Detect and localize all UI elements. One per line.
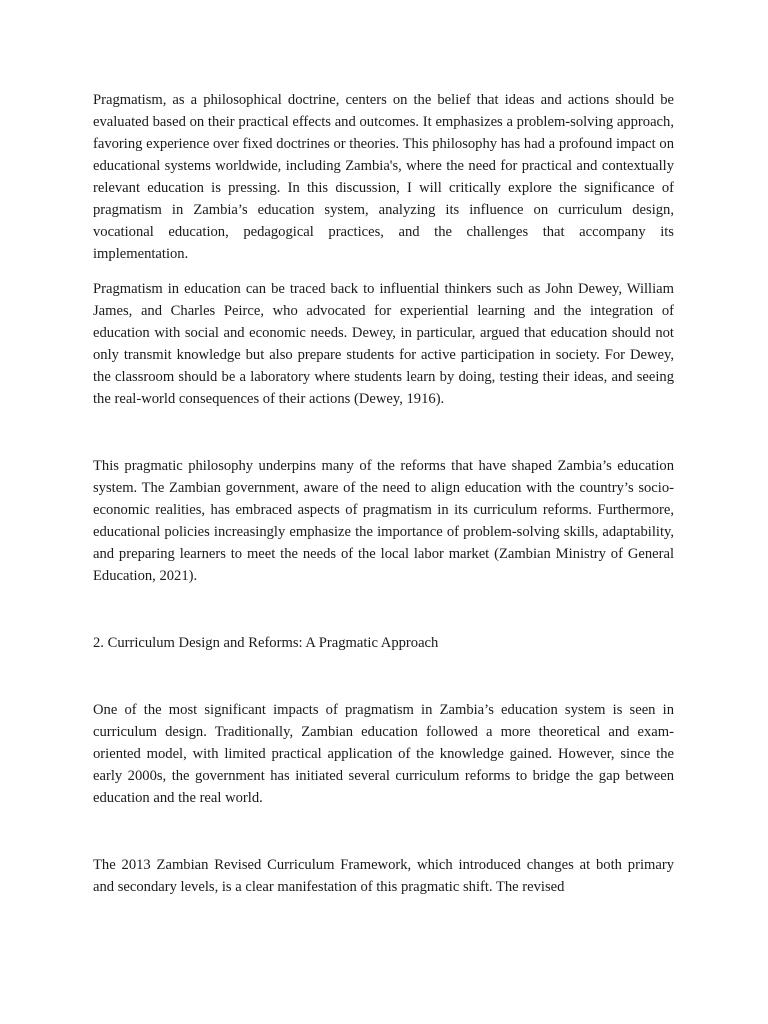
paragraph-intro: Pragmatism, as a philosophical doctrine, centers on the belief that ideas and actions should be evaluated based on their practical effects and outcomes. It emphasizes a problem-solving approach, favoring experience over fixed doctrines or theories. This philosophy has had a profound impact on educational systems worldwide, including Zambia's, where the need for practical and contextually relevant education is pressing. In this discussion, I will critically explore the significance of pragmatism in Zambia’s education system, analyzing its influence on curriculum design, vocational education, pedagogical practices, and the challenges that accompany its implementation. xyxy=(93,92,674,262)
document-page xyxy=(93,89,674,898)
paragraph-2013-framework: The 2013 Zambian Revised Curriculum Framework, which introduced changes at both primary and secondary levels, is a clear manifestation of this pragmatic shift. The revised xyxy=(93,857,674,895)
paragraph-dewey: Pragmatism in education can be traced back to influential thinkers such as John Dewey, William James, and Charles Peirce, who advocated for experiential learning and the integration of education with social and economic needs. Dewey, in particular, argued that education should not only transmit knowledge but also prepare students for active participation in society. For Dewey, the classroom should be a laboratory where students learn by doing, testing their ideas, and seeing the real-world consequences of their actions (Dewey, 1916). xyxy=(93,281,674,407)
paragraph-curriculum-design: One of the most significant impacts of pragmatism in Zambia’s education system is seen in curriculum design. Traditionally, Zambian education followed a more theoretical and exam-oriented model, with limited practical application of the knowledge gained. However, since the early 2000s, the government has initiated several curriculum reforms to bridge the gap between education and the real world. xyxy=(93,702,674,806)
paragraph-zambia-reforms: This pragmatic philosophy underpins many of the reforms that have shaped Zambia’s education system. The Zambian government, aware of the need to align education with the country’s socio-economic realities, has embraced aspects of pragmatism in its curriculum reforms. Furthermore, educational policies increasingly emphasize the importance of problem-solving skills, adaptability, and preparing learners to meet the needs of the local labor market (Zambian Ministry of General Education, 2021). xyxy=(93,458,674,584)
section-heading: 2. Curriculum Design and Reforms: A Pragmatic Approach xyxy=(93,635,439,651)
